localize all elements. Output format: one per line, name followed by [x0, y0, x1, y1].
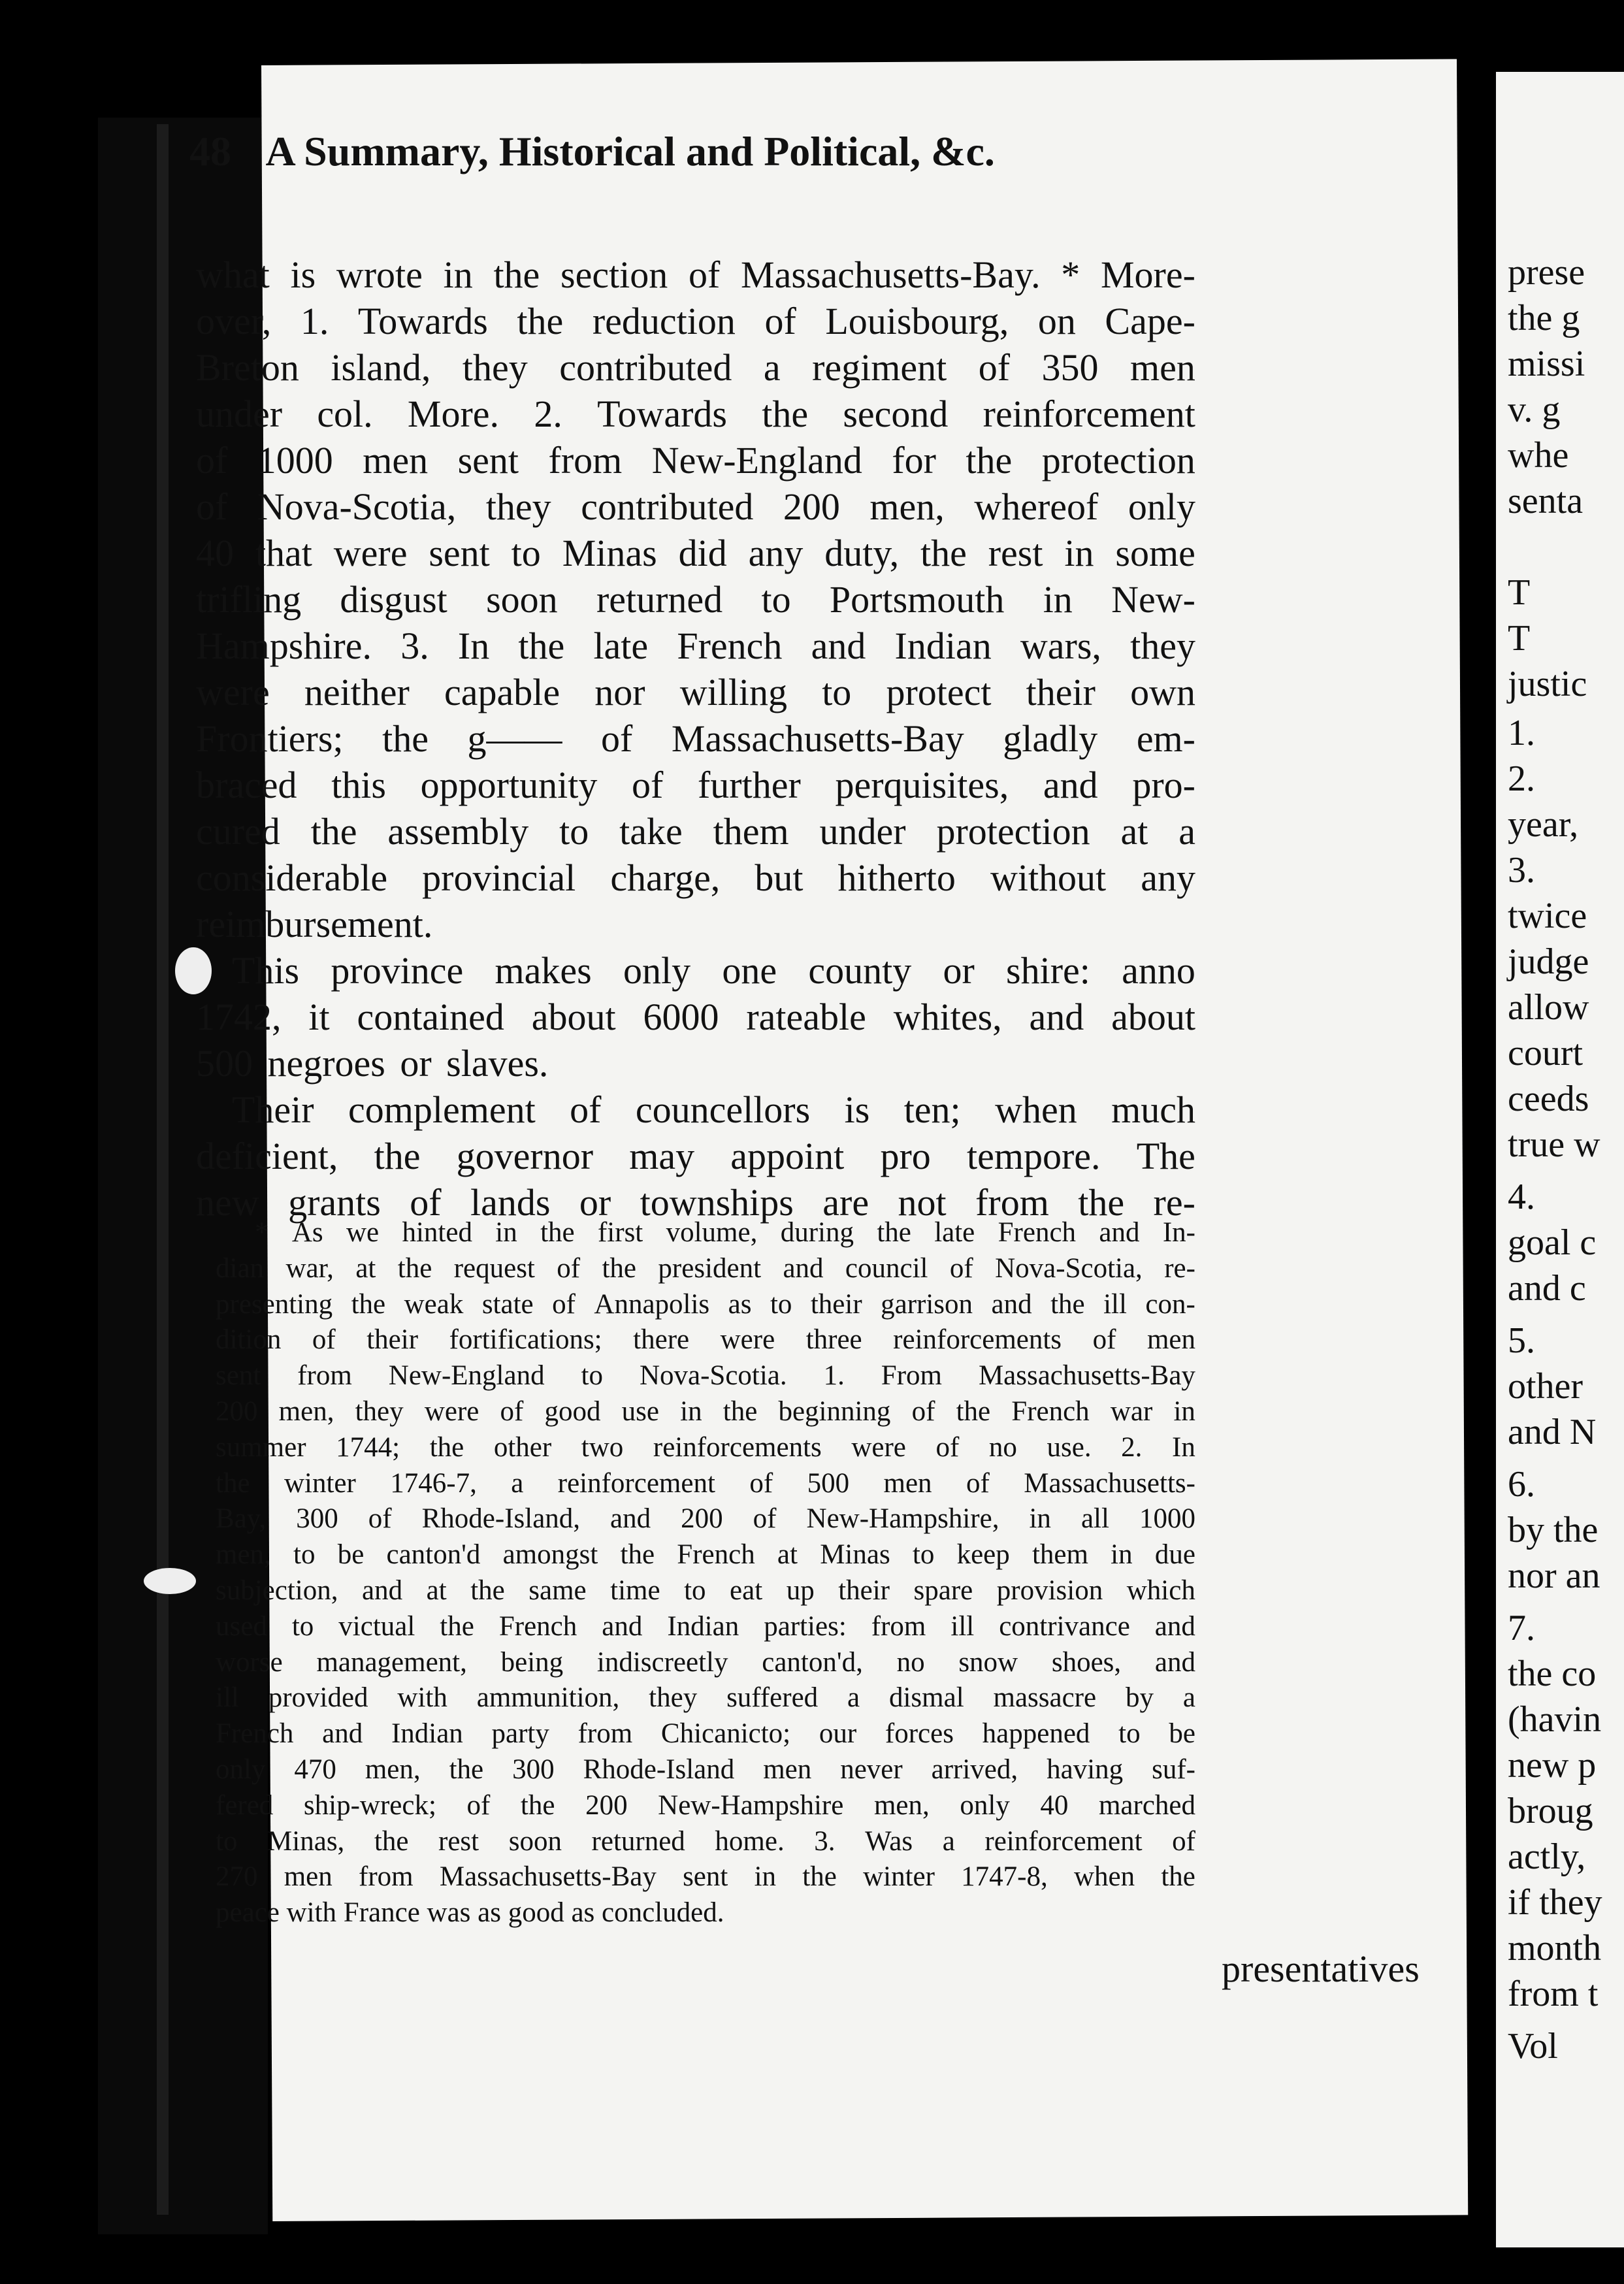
text-line: cured the assembly to take them under protection at a	[196, 810, 1195, 853]
text-line: of 1000 men sent from New-England for the protection	[196, 439, 1195, 481]
footnote-line: sent from New-England to Nova-Scotia. 1. From Massachusetts-Bay	[216, 1360, 1195, 1392]
right-page-line: if they	[1508, 1882, 1602, 1923]
footnote-line: ill provided with ammunition, they suffered a dismal massacre by a	[216, 1682, 1195, 1714]
right-page-line: Vol	[1508, 2026, 1558, 2066]
footnote	[216, 1215, 1195, 1931]
right-page-line: ceeds	[1508, 1079, 1589, 1119]
right-page-line: new p	[1508, 1745, 1597, 1786]
footnote-line: summer 1744; the other two reinforcements were of no use. 2. In	[216, 1431, 1195, 1463]
text-line: 40 that were sent to Minas did any duty, the rest in some	[196, 532, 1195, 574]
text-line: considerable provincial charge, but hitherto without any	[196, 856, 1195, 899]
right-page-line: judge	[1508, 941, 1589, 982]
text-line: Hampshire. 3. In the late French and Indian wars, they	[196, 625, 1195, 667]
right-page-line: month	[1508, 1928, 1602, 1968]
text-line: This province makes only one county or shire: anno	[232, 949, 1195, 992]
right-page-line: 1.	[1508, 713, 1535, 753]
text-line: Their complement of councellors is ten; when much	[232, 1088, 1195, 1131]
right-page-line: from t	[1508, 1974, 1599, 2014]
footnote-line: to Minas, the rest soon returned home. 3. Was a reinforcement of	[216, 1825, 1195, 1857]
right-page-line: allow	[1508, 987, 1589, 1028]
text-line: Frontiers; the g—— of Massachusetts-Bay gladly em-	[196, 717, 1195, 760]
page-number: 48	[189, 128, 231, 174]
footnote-line: dition of their fortifications; there were three reinforcements of men	[216, 1324, 1195, 1356]
footnote-line: worse management, being indiscreetly canton'd, no snow shoes, and	[216, 1646, 1195, 1678]
footnote-line: * As we hinted in the first volume, during the late French and In-	[255, 1217, 1195, 1248]
text-line: 500 negroes or slaves.	[196, 1042, 549, 1085]
footnote-line: only 470 men, the 300 Rhode-Island men never arrived, having suf-	[216, 1754, 1195, 1785]
right-page-line: broug	[1508, 1791, 1593, 1831]
right-page-line: twice	[1508, 896, 1587, 936]
right-page-line: 7.	[1508, 1608, 1535, 1648]
footnote-line: 200 men, they were of good use in the beginning of the French war in	[216, 1395, 1195, 1427]
right-page-line: court	[1508, 1033, 1583, 1073]
right-page-line: missi	[1508, 344, 1585, 384]
footnote-line: the winter 1746-7, a reinforcement of 500 men of Massachusetts-	[216, 1467, 1195, 1499]
text-line: what is wrote in the section of Massachusetts-Bay. * More-	[196, 253, 1195, 296]
text-line: reimbursement.	[196, 903, 433, 945]
text-line: of Nova-Scotia, they contributed 200 men, whereof only	[196, 485, 1195, 528]
footnote-line: French and Indian party from Chicanicto; our forces happened to be	[216, 1718, 1195, 1750]
right-page-line: other	[1508, 1366, 1583, 1407]
main-text	[196, 252, 1195, 1226]
footnote-line: men, to be canton'd amongst the French at Minas to keep them in due	[216, 1539, 1195, 1571]
text-line: were neither capable nor willing to protect their own	[196, 671, 1195, 713]
text-line: over, 1. Towards the reduction of Louisbourg, on Cape-	[196, 300, 1195, 342]
text-line: 1742, it contained about 6000 rateable whites, and about	[196, 996, 1195, 1038]
right-page-line: 4.	[1508, 1177, 1535, 1217]
text-line: new grants of lands or townships are not from the re-	[196, 1181, 1195, 1224]
right-page-fragment	[1496, 72, 1624, 2247]
right-page-line: whe	[1508, 435, 1569, 476]
right-page-line: prese	[1508, 252, 1585, 293]
footnote-line: used to victual the French and Indian parties: from ill contrivance and	[216, 1610, 1195, 1642]
right-page-line: and N	[1508, 1412, 1597, 1452]
paper-speck	[144, 1568, 196, 1594]
right-page-line: 2.	[1508, 759, 1535, 799]
right-page-line: justic	[1508, 664, 1587, 704]
paper-speck	[175, 947, 212, 994]
binding-edge	[157, 124, 169, 2215]
right-page-line: 3.	[1508, 850, 1535, 890]
right-page-line: 6.	[1508, 1464, 1535, 1505]
catchword: presentatives	[1222, 1948, 1420, 1990]
right-page-line: T	[1508, 618, 1531, 659]
running-title: A Summary, Historical and Political, &c.	[265, 128, 995, 174]
text-line: deficient, the governor may appoint pro tempore. The	[196, 1135, 1195, 1177]
right-page-line: senta	[1508, 481, 1583, 521]
right-page-line: goal c	[1508, 1222, 1597, 1263]
right-page-line: true w	[1508, 1124, 1600, 1165]
right-page-line: actly,	[1508, 1836, 1586, 1877]
right-page-line: v. g	[1508, 389, 1561, 430]
footnote-line: dian war, at the request of the president and council of Nova-Scotia, re-	[216, 1252, 1195, 1284]
right-page-line: the g	[1508, 298, 1580, 338]
right-page-line: 5.	[1508, 1320, 1535, 1361]
right-page-line: by the	[1508, 1510, 1599, 1550]
right-page-line: T	[1508, 572, 1531, 613]
footnote-line: subjection, and at the same time to eat up their spare provision which	[216, 1574, 1195, 1606]
text-line: braced this opportunity of further perquisites, and pro-	[196, 764, 1195, 806]
text-line: under col. More. 2. Towards the second reinforcement	[196, 393, 1195, 435]
right-page-line: nor an	[1508, 1556, 1600, 1596]
footnote-line: presenting the weak state of Annapolis as to their garrison and the ill con-	[216, 1288, 1195, 1320]
right-page-line: (havin	[1508, 1699, 1602, 1740]
right-page-line: year,	[1508, 804, 1579, 845]
text-line: trifling disgust soon returned to Portsmouth in New-	[196, 578, 1195, 621]
running-header	[189, 127, 1365, 176]
right-page-line: the co	[1508, 1654, 1597, 1694]
footnote-line: peace with France was as good as concluded.	[216, 1897, 724, 1929]
footnote-line: Bay, 300 of Rhode-Island, and 200 of New-Hampshire, in all 1000	[216, 1503, 1195, 1535]
text-line: Breton island, they contributed a regiment of 350 men	[196, 346, 1195, 389]
right-page-line: and c	[1508, 1268, 1586, 1309]
footnote-line: 270 men from Massachusetts-Bay sent in the winter 1747-8, when the	[216, 1861, 1195, 1893]
footnote-line: fered ship-wreck; of the 200 New-Hampshire men, only 40 marched	[216, 1789, 1195, 1821]
